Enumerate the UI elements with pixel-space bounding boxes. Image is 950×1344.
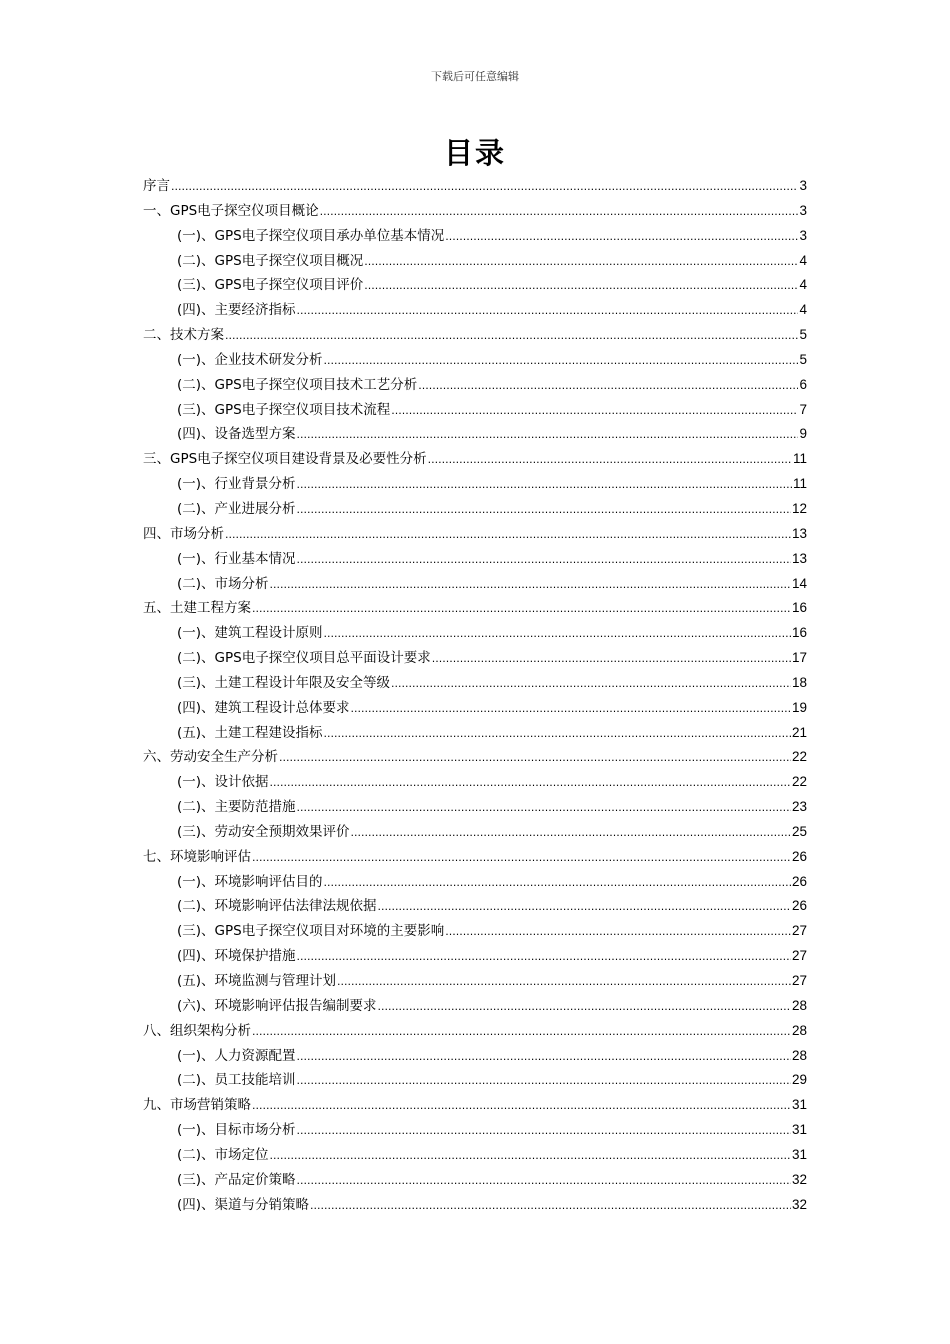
toc-entry[interactable] xyxy=(143,671,807,696)
toc-entry-label: 七、环境影响评估 xyxy=(143,848,251,865)
toc-entry[interactable] xyxy=(143,870,807,895)
toc-entry[interactable] xyxy=(143,472,807,497)
toc-entry-page-number: 27 xyxy=(791,948,807,964)
toc-entry[interactable] xyxy=(143,522,807,547)
toc-entry-page-number: 16 xyxy=(791,625,807,641)
toc-entry-label: 一、GPS电子探空仪项目概论 xyxy=(143,202,319,219)
toc-dot-leader xyxy=(252,1094,791,1119)
toc-entry-page-number: 5 xyxy=(799,351,807,367)
toc-entry-label: (二)、产业进展分析 xyxy=(177,500,296,517)
toc-entry-label: (三)、劳动安全预期效果评价 xyxy=(177,823,350,840)
toc-dot-leader xyxy=(297,548,791,573)
table-of-contents xyxy=(143,174,807,1217)
toc-entry-page-number: 3 xyxy=(799,178,807,193)
toc-entry-page-number: 28 xyxy=(791,997,807,1013)
toc-entry-page-number: 27 xyxy=(791,973,807,988)
toc-entry-page-number: 3 xyxy=(799,227,807,243)
toc-dot-leader xyxy=(225,523,791,548)
toc-entry-label: (二)、市场定位 xyxy=(177,1146,269,1163)
toc-entry[interactable] xyxy=(143,969,807,994)
toc-dot-leader xyxy=(378,895,791,920)
toc-entry[interactable] xyxy=(143,795,807,820)
toc-entry-page-number: 13 xyxy=(791,525,807,541)
toc-entry-page-number: 4 xyxy=(799,277,807,293)
toc-dot-leader xyxy=(297,1169,791,1194)
toc-entry[interactable] xyxy=(143,820,807,845)
toc-dot-leader xyxy=(297,423,799,448)
toc-entry-label: (一)、企业技术研发分析 xyxy=(177,351,323,368)
toc-entry[interactable] xyxy=(143,845,807,870)
toc-entry-label: 二、技术方案 xyxy=(143,327,224,344)
toc-dot-leader xyxy=(252,846,791,871)
toc-dot-leader xyxy=(252,597,791,622)
toc-dot-leader xyxy=(324,349,799,374)
toc-entry[interactable] xyxy=(143,1118,807,1143)
toc-entry-label: (三)、产品定价策略 xyxy=(177,1171,296,1188)
toc-entry[interactable] xyxy=(143,621,807,646)
toc-title: 目录 xyxy=(443,136,506,170)
toc-dot-leader xyxy=(391,399,798,424)
toc-dot-leader xyxy=(445,920,791,945)
toc-dot-leader xyxy=(324,871,791,896)
toc-dot-leader xyxy=(297,945,791,970)
toc-entry-page-number: 5 xyxy=(799,327,807,343)
toc-dot-leader xyxy=(270,573,791,598)
toc-entry[interactable] xyxy=(143,547,807,572)
toc-dot-leader xyxy=(270,771,791,796)
toc-entry[interactable] xyxy=(143,721,807,746)
toc-dot-leader xyxy=(391,672,791,697)
toc-dot-leader xyxy=(297,1119,791,1144)
toc-dot-leader xyxy=(252,1020,791,1045)
toc-dot-leader xyxy=(337,970,791,995)
toc-entry[interactable] xyxy=(143,398,807,423)
toc-entry-page-number: 21 xyxy=(791,724,807,740)
toc-entry-label: (四)、主要经济指标 xyxy=(177,302,296,319)
toc-entry-page-number: 18 xyxy=(791,674,807,690)
toc-entry-page-number: 4 xyxy=(799,252,807,268)
toc-dot-leader xyxy=(432,647,791,672)
toc-entry-label: (五)、环境监测与管理计划 xyxy=(177,973,337,989)
toc-entry-label: 序言 xyxy=(143,178,170,194)
toc-entry[interactable] xyxy=(143,1019,807,1044)
toc-dot-leader xyxy=(297,796,791,821)
toc-dot-leader xyxy=(225,324,798,349)
toc-entry-page-number: 25 xyxy=(791,823,807,839)
toc-entry-page-number: 3 xyxy=(799,202,807,218)
toc-entry-label: (三)、GPS电子探空仪项目对环境的主要影响 xyxy=(177,923,445,940)
toc-dot-leader xyxy=(324,622,791,647)
toc-entry-page-number: 31 xyxy=(791,1122,807,1138)
toc-dot-leader xyxy=(378,995,791,1020)
toc-entry[interactable] xyxy=(143,273,807,298)
toc-entry-label: (四)、渠道与分销策略 xyxy=(177,1196,310,1213)
toc-entry-label: (三)、GPS电子探空仪项目技术流程 xyxy=(177,401,391,418)
toc-entry[interactable] xyxy=(143,373,807,398)
toc-entry[interactable] xyxy=(143,1068,807,1093)
toc-entry-label: (五)、土建工程建设指标 xyxy=(177,724,323,741)
toc-entry-label: (二)、GPS电子探空仪项目概况 xyxy=(177,252,364,269)
toc-entry-page-number: 26 xyxy=(791,898,807,914)
toc-entry-label: (四)、环境保护措施 xyxy=(177,948,296,965)
toc-entry-label: (四)、建筑工程设计总体要求 xyxy=(177,699,350,716)
toc-entry-label: 八、组织架构分析 xyxy=(143,1022,251,1039)
toc-entry-label: 三、GPS电子探空仪项目建设背景及必要性分析 xyxy=(143,451,427,468)
toc-entry[interactable] xyxy=(143,919,807,944)
toc-entry[interactable] xyxy=(143,696,807,721)
toc-entry[interactable] xyxy=(143,1193,807,1218)
toc-entry[interactable] xyxy=(143,298,807,323)
toc-entry[interactable] xyxy=(143,646,807,671)
toc-entry-page-number: 22 xyxy=(791,774,807,790)
toc-entry-page-number: 26 xyxy=(791,848,807,864)
toc-entry-label: (一)、目标市场分析 xyxy=(177,1122,296,1139)
page-header-note: 下载后可任意编辑 xyxy=(431,70,519,83)
toc-entry[interactable] xyxy=(143,422,807,447)
toc-entry-label: (四)、设备选型方案 xyxy=(177,426,296,443)
toc-entry-page-number: 9 xyxy=(799,426,807,442)
toc-entry-label: (一)、行业背景分析 xyxy=(177,476,296,493)
toc-entry[interactable] xyxy=(143,497,807,522)
toc-entry-label: (一)、GPS电子探空仪项目承办单位基本情况 xyxy=(177,227,445,244)
toc-entry-page-number: 29 xyxy=(791,1072,807,1088)
toc-entry-page-number: 13 xyxy=(791,550,807,566)
toc-entry[interactable] xyxy=(143,944,807,969)
toc-entry-page-number: 28 xyxy=(791,1022,807,1038)
toc-entry-page-number: 11 xyxy=(792,476,807,492)
toc-dot-leader xyxy=(297,1069,791,1094)
toc-dot-leader xyxy=(297,299,799,324)
toc-entry-label: (二)、主要防范措施 xyxy=(177,799,296,816)
toc-entry-page-number: 31 xyxy=(791,1097,807,1113)
toc-entry-label: (六)、环境影响评估报告编制要求 xyxy=(177,997,377,1014)
toc-entry-label: (一)、人力资源配置 xyxy=(177,1047,296,1064)
toc-entry-label: (二)、环境影响评估法律法规依据 xyxy=(177,898,377,915)
toc-dot-leader xyxy=(297,498,791,523)
toc-entry-page-number: 22 xyxy=(791,749,807,765)
toc-entry-label: 六、劳动安全生产分析 xyxy=(143,749,278,766)
toc-entry[interactable] xyxy=(143,596,807,621)
toc-dot-leader xyxy=(171,175,798,200)
toc-entry-page-number: 4 xyxy=(799,302,807,318)
toc-entry[interactable] xyxy=(143,1093,807,1118)
toc-dot-leader xyxy=(364,250,798,275)
toc-entry[interactable] xyxy=(143,894,807,919)
toc-dot-leader xyxy=(270,1144,791,1169)
toc-entry[interactable] xyxy=(143,447,807,472)
toc-dot-leader xyxy=(351,697,791,722)
toc-entry-page-number: 14 xyxy=(791,575,807,591)
toc-entry-page-number: 11 xyxy=(792,451,807,467)
toc-dot-leader xyxy=(297,1045,791,1070)
toc-entry-page-number: 7 xyxy=(799,401,807,417)
toc-entry[interactable] xyxy=(143,1143,807,1168)
toc-entry-page-number: 12 xyxy=(791,500,807,516)
toc-entry-label: 四、市场分析 xyxy=(143,525,224,542)
toc-entry-label: (二)、GPS电子探空仪项目总平面设计要求 xyxy=(177,650,431,667)
toc-entry-page-number: 28 xyxy=(791,1047,807,1063)
toc-dot-leader xyxy=(418,374,798,399)
toc-dot-leader xyxy=(351,821,791,846)
toc-entry-page-number: 17 xyxy=(791,650,807,666)
toc-entry-label: (二)、GPS电子探空仪项目技术工艺分析 xyxy=(177,376,418,393)
toc-entry-page-number: 31 xyxy=(791,1146,807,1162)
toc-entry-label: (三)、土建工程设计年限及安全等级 xyxy=(177,674,391,691)
toc-entry[interactable] xyxy=(143,174,807,199)
toc-entry[interactable] xyxy=(143,323,807,348)
toc-dot-leader xyxy=(279,746,791,771)
toc-entry-label: (三)、GPS电子探空仪项目评价 xyxy=(177,277,364,294)
toc-dot-leader xyxy=(297,473,792,498)
toc-entry-label: 九、市场营销策略 xyxy=(143,1097,251,1114)
toc-entry-page-number: 27 xyxy=(791,923,807,939)
toc-dot-leader xyxy=(310,1194,791,1219)
toc-entry-label: (一)、设计依据 xyxy=(177,774,269,791)
toc-entry[interactable] xyxy=(143,994,807,1019)
toc-dot-leader xyxy=(428,448,792,473)
toc-entry-page-number: 23 xyxy=(791,799,807,815)
toc-entry-page-number: 6 xyxy=(799,376,807,392)
toc-entry[interactable] xyxy=(143,199,807,224)
toc-entry-page-number: 32 xyxy=(791,1196,807,1212)
toc-entry-label: (一)、环境影响评估目的 xyxy=(177,873,323,890)
toc-entry-page-number: 32 xyxy=(791,1171,807,1187)
toc-entry-label: 五、土建工程方案 xyxy=(143,600,251,617)
toc-dot-leader xyxy=(324,722,791,747)
toc-entry[interactable] xyxy=(143,1168,807,1193)
toc-entry[interactable] xyxy=(143,572,807,597)
toc-entry[interactable] xyxy=(143,348,807,373)
toc-entry-label: (一)、行业基本情况 xyxy=(177,550,296,567)
toc-entry-label: (一)、建筑工程设计原则 xyxy=(177,625,323,642)
toc-entry-page-number: 26 xyxy=(791,873,807,889)
toc-dot-leader xyxy=(320,200,799,225)
toc-dot-leader xyxy=(445,225,798,250)
toc-entry-page-number: 19 xyxy=(791,699,807,715)
toc-entry[interactable] xyxy=(143,1044,807,1069)
toc-dot-leader xyxy=(364,274,798,299)
toc-entry-label: (二)、员工技能培训 xyxy=(177,1072,296,1089)
toc-entry[interactable] xyxy=(143,770,807,795)
toc-entry-page-number: 16 xyxy=(791,600,807,616)
toc-entry[interactable] xyxy=(143,745,807,770)
toc-entry[interactable] xyxy=(143,249,807,274)
toc-entry-label: (二)、市场分析 xyxy=(177,575,269,592)
toc-entry[interactable] xyxy=(143,224,807,249)
